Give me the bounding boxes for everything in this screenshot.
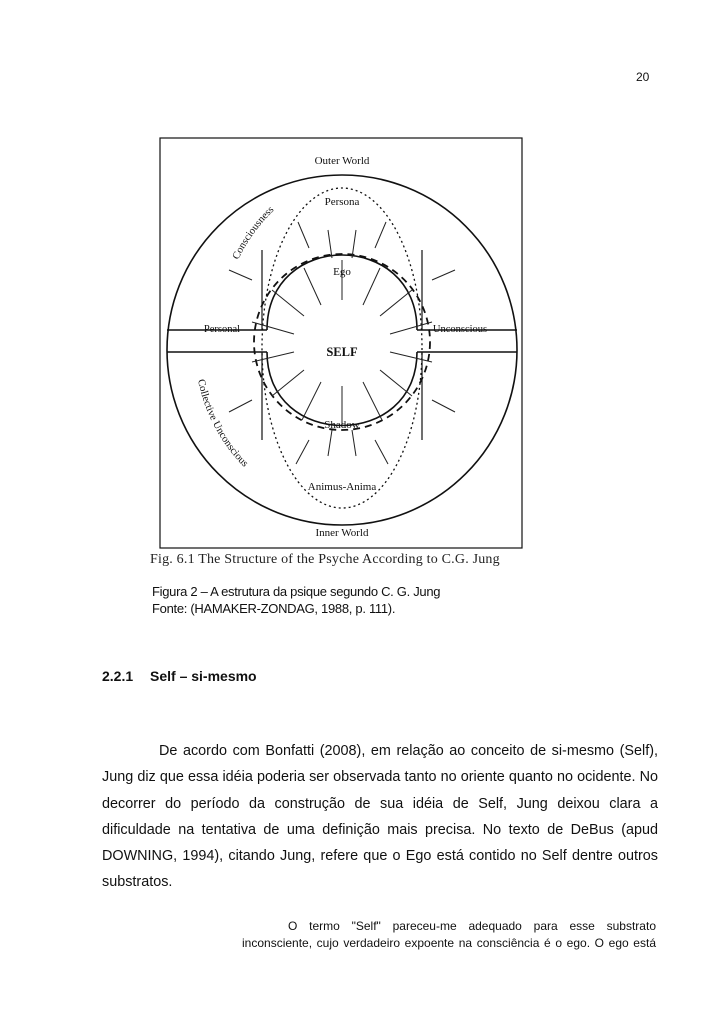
page-number: 20 — [636, 70, 650, 84]
label-persona: Persona — [324, 196, 360, 208]
label-shadow: Shadow — [324, 419, 360, 431]
psyche-structure-figure — [150, 130, 532, 582]
label-unconscious: Unconscious — [432, 324, 488, 335]
figure-caption-english: Fig. 6.1 The Structure of the Psyche According to C.G. Jung — [150, 552, 500, 567]
psyche-diagram — [150, 130, 532, 550]
body-paragraph — [102, 738, 658, 896]
block-quote — [242, 918, 656, 952]
label-animus-anima: Animus-Anima — [307, 481, 377, 493]
quote-line-1: O termo "Self" pareceu-me adequado para esse substrato — [288, 919, 656, 933]
label-ego: Ego — [333, 266, 351, 278]
section-title: Self – si-mesmo — [150, 668, 257, 684]
section-number: 2.2.1 — [102, 668, 134, 684]
label-outer-world: Outer World — [314, 155, 370, 167]
label-consciousness: Consciousness — [230, 204, 277, 262]
quote-line-2: inconsciente, cujo verdadeiro expoente na consciência é o ego. O ego está — [242, 936, 656, 950]
label-inner-world: Inner World — [315, 527, 369, 539]
figure-captions — [152, 583, 440, 617]
figure-source: Fonte: (HAMAKER-ZONDAG, 1988, p. 111). — [152, 601, 396, 616]
section-heading — [102, 668, 257, 684]
figure-caption: Figura 2 – A estrutura da psique segundo C. G. Jung — [152, 584, 441, 599]
label-self: SELF — [326, 345, 358, 359]
paragraph-text: De acordo com Bonfatti (2008), em relação ao conceito de si-mesmo (Self), Jung diz que essa idéia poderia ser observada tanto no oriente quanto no ocidente. No decorrer do período da construção de sua idéia de Self, Jung deixou clara a dificuldade na tentativa de uma definição mais precisa. No texto de DeBus (apud DOWNING, 1994), citando Jung, refere que o Ego está contido no Self dentre outros substratos. — [102, 743, 658, 891]
label-personal: Personal — [203, 324, 241, 335]
label-collective-unconscious: Collective Unconscious — [195, 378, 251, 470]
